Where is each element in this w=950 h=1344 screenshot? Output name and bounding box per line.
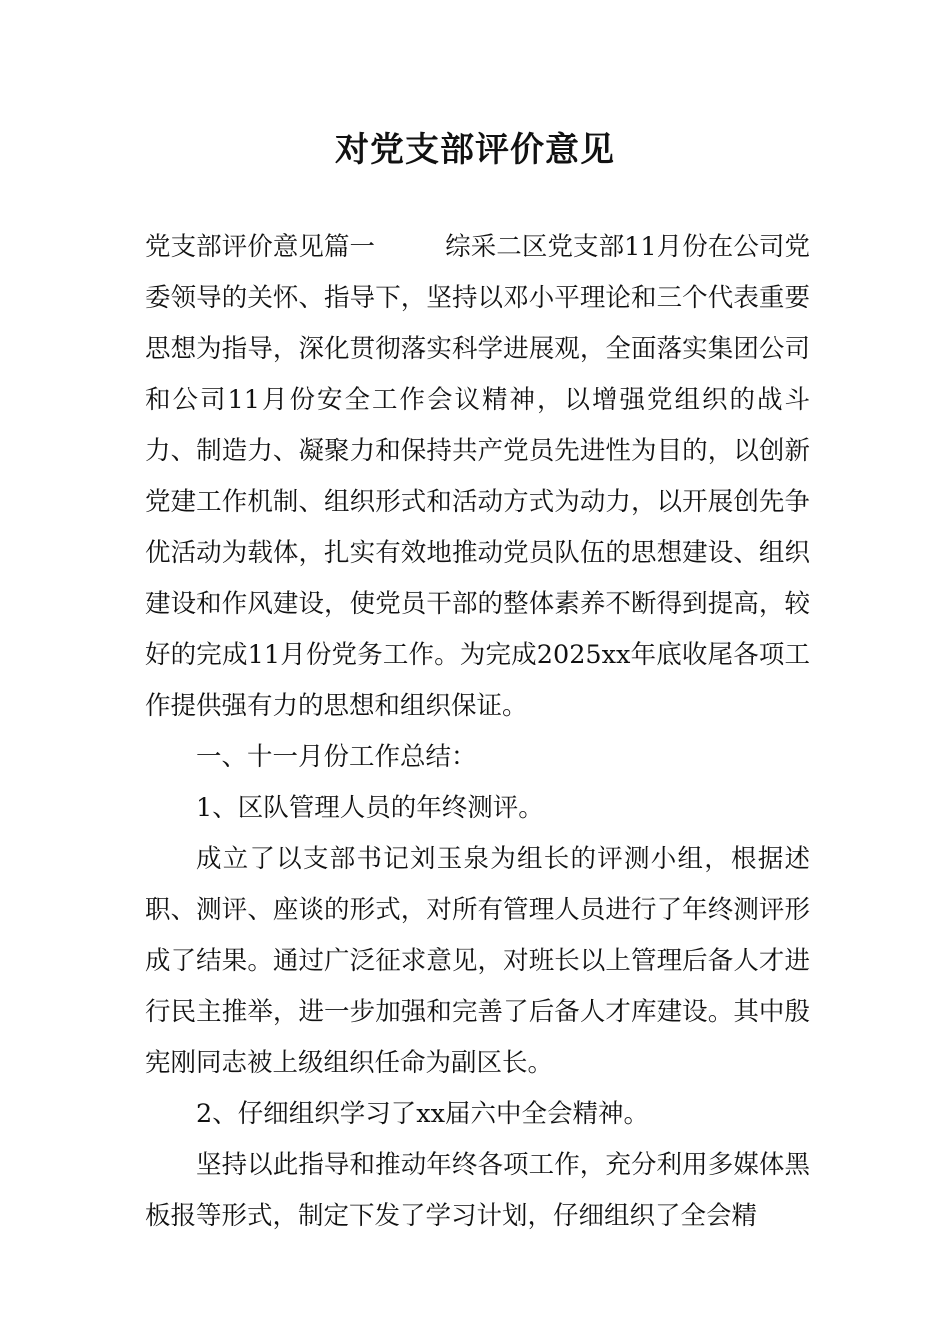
item1-heading: 1、区队管理人员的年终测评。 <box>196 793 544 823</box>
section1-heading: 一、十一月份工作总结： <box>196 742 477 772</box>
intro-text: 综采二区党支部11月份在公司党委领导的关怀、指导下，坚持以邓小平理论和三个代表重要思想为指导，深化贯彻落实科学进展观，全面落实集团公司和公司11月份安全工作会议精神，以增强党组织的战斗力、制造力、凝聚力和保持共产党员先进性为目的，以创新党建工作机制、组织形式和活动方式为动力，以开展创先争优活动为载体，扎实有效地推动党员队伍的思想建设、组织建设和作风建设，使党员干部的整体素养不断得到提高，较好的完成11月份党务工作。为完成2025xx年底收尾各项工作提供强有力的思想和组织保证。 <box>145 232 810 721</box>
item1-paragraph: 成立了以支部书记刘玉泉为组长的评测小组，根据述职、测评、座谈的形式，对所有管理人员进行了年终测评形成了结果。通过广泛征求意见，对班长以上管理后备人才进行民主推举，进一步加强和完善了后备人才库建设。其中殷宪刚同志被上级组织任命为副区长。 <box>145 844 810 1078</box>
item2-heading: 2、仔细组织学习了xx届六中全会精神。 <box>196 1099 649 1129</box>
document-title: 对党支部评价意见 <box>335 130 615 170</box>
item2-paragraph: 坚持以此指导和推动年终各项工作，充分利用多媒体黑板报等形式，制定下发了学习计划，仔细组织了全会精 <box>145 1150 810 1231</box>
intro-paragraph <box>145 222 810 732</box>
document-body <box>145 222 810 1242</box>
intro-label: 党支部评价意见篇一 <box>145 232 376 262</box>
